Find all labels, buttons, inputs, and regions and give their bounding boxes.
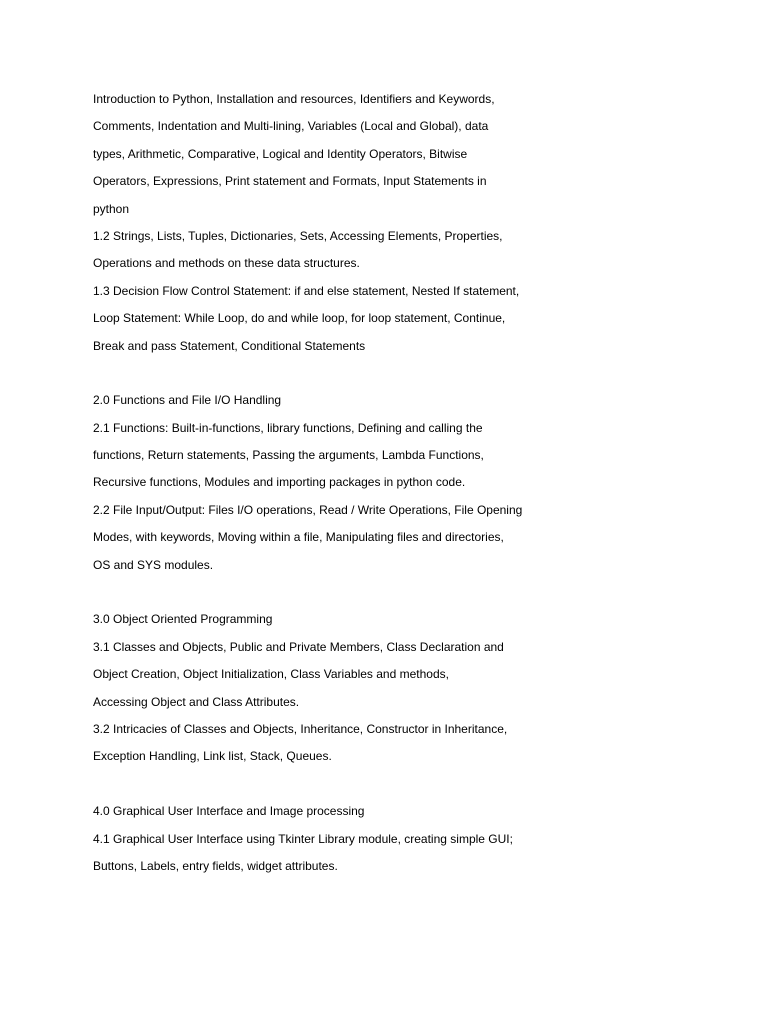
text-line: types, Arithmetic, Comparative, Logical and Identity Operators, Bitwise: [93, 146, 468, 161]
text-line: Accessing Object and Class Attributes.: [93, 694, 300, 709]
blank-line: [93, 771, 573, 798]
text-line: functions, Return statements, Passing the arguments, Lambda Functions,: [93, 448, 484, 463]
text-line: OS and SYS modules.: [93, 557, 214, 572]
text-line: Comments, Indentation and Multi-lining, Variables (Local and Global), data: [93, 119, 489, 134]
text-line: Exception Handling, Link list, Stack, Queues.: [93, 749, 332, 764]
text-line: 3.2 Intricacies of Classes and Objects, Inheritance, Constructor in Inheritance,: [93, 721, 508, 736]
text-line: Object Creation, Object Initialization, Class Variables and methods,: [93, 667, 449, 682]
text-line: python: [93, 201, 130, 216]
text-line: 1.2 Strings, Lists, Tuples, Dictionaries, Sets, Accessing Elements, Properties,: [93, 228, 503, 243]
text-line: Buttons, Labels, entry fields, widget attributes.: [93, 858, 338, 873]
section-heading: 4.0 Graphical User Interface and Image processing: [93, 804, 365, 819]
text-line: Recursive functions, Modules and importing packages in python code.: [93, 475, 466, 490]
text-line: Modes, with keywords, Moving within a file, Manipulating files and directories,: [93, 530, 504, 545]
text-line: Loop Statement: While Loop, do and while loop, for loop statement, Continue,: [93, 311, 506, 326]
section-heading: 2.0 Functions and File I/O Handling: [93, 393, 282, 408]
text-line: Operations and methods on these data structures.: [93, 256, 360, 271]
blank-line: [93, 579, 573, 606]
document-body: [93, 86, 573, 880]
text-line: Operators, Expressions, Print statement and Formats, Input Statements in: [93, 174, 487, 189]
text-line: 1.3 Decision Flow Control Statement: if and else statement, Nested If statement,: [93, 283, 520, 298]
text-line: 4.1 Graphical User Interface using Tkinter Library module, creating simple GUI;: [93, 831, 513, 846]
text-line: 2.2 File Input/Output: Files I/O operations, Read / Write Operations, File Opening: [93, 502, 523, 517]
text-line: Introduction to Python, Installation and resources, Identifiers and Keywords,: [93, 92, 495, 106]
text-line: 3.1 Classes and Objects, Public and Private Members, Class Declaration and: [93, 639, 504, 654]
text-line: Break and pass Statement, Conditional Statements: [93, 338, 366, 353]
text-line: 2.1 Functions: Built-in-functions, library functions, Defining and calling the: [93, 420, 483, 435]
section-heading: 3.0 Object Oriented Programming: [93, 612, 273, 627]
blank-line: [93, 360, 573, 387]
